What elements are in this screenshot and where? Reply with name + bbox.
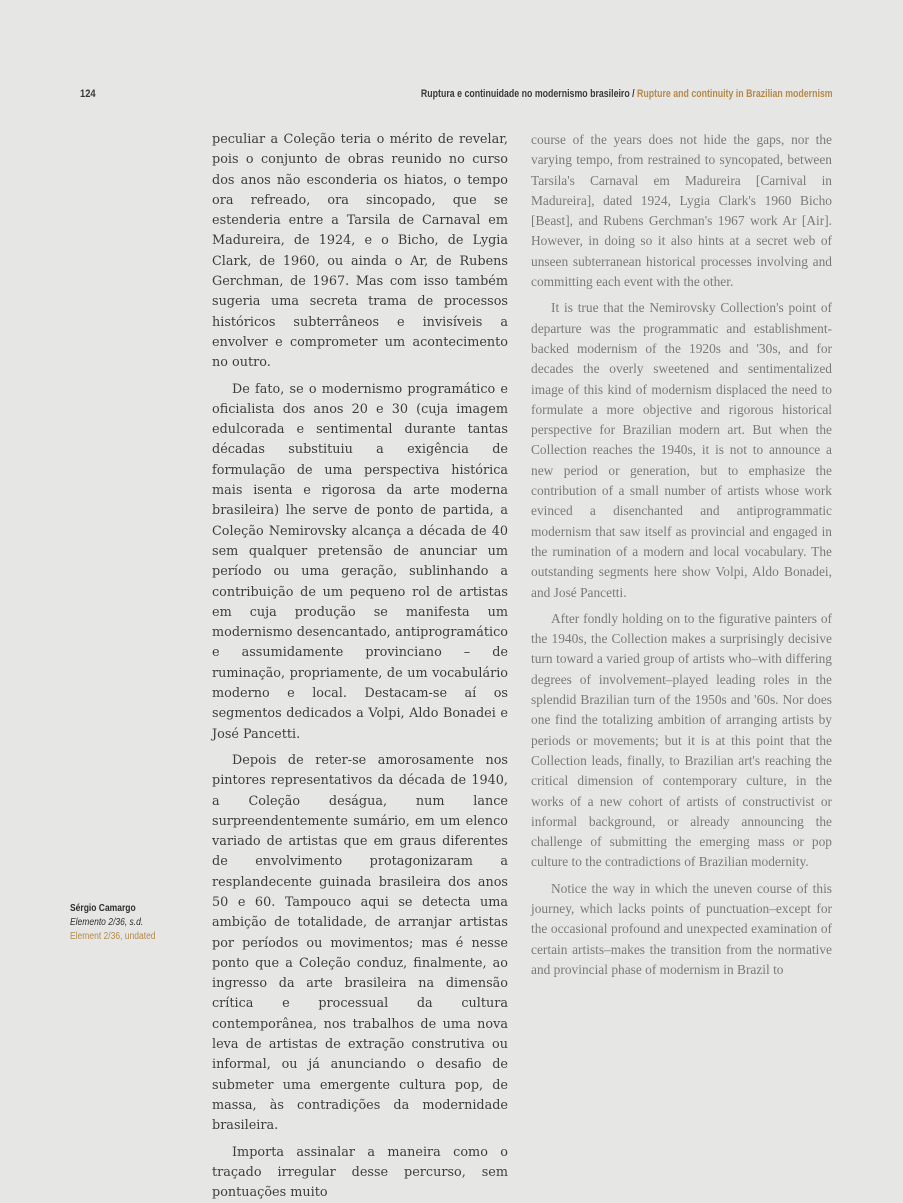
- portuguese-column: [212, 130, 508, 1203]
- pt-paragraph-1: peculiar a Coleção teria o mérito de revelar, pois o conjunto de obras reunido no curso dos anos não esconderia os hiatos, o tempo ora refreado, ora sincopado, que se estenderia entre a Tarsila de Carnaval em Madureira, de 1924, e o Bicho, de Lygia Clark, de 1960, ou ainda o Ar, de Rubens Gerchman, de 1967. Mas com isso também sugeria uma secreta trama de processos históricos subterrâneos e invisíveis a envolver e comprometer um acontecimento no outro.: [212, 132, 508, 371]
- page-number: 124: [80, 88, 96, 100]
- pt-paragraph-2: De fato, se o modernismo programático e oficialista dos anos 20 e 30 (cuja imagem edulcorada e sentimental durante tantas décadas substituiu a exigência de formulação de uma perspectiva histórica mais isenta e rigorosa da arte moderna brasileira) lhe serve de ponto de partida, a Coleção Nemirovsky alcança a década de 40 sem qualquer pretensão de anunciar um período ou uma geração, sublinhando a contribuição de um pequeno rol de artistas em cuja produção se manifesta um modernismo desencantado, antiprogramático e assumidamente provinciano – de ruminação, propriamente, de um vocabulário moderno e local. Destacam-se aí os segmentos dedicados a Volpi, Aldo Bonadei e José Pancetti.: [212, 381, 508, 742]
- pt-paragraph-3: Depois de reter-se amorosamente nos pintores representativos da década de 1940, a Coleção deságua, num lance surpreendentemente sumário, em um elenco variado de artistas que em graus diferentes de envolvimento protagonizaram a resplandecente guinada brasileira dos anos 50 e 60. Tampouco aqui se detecta uma ambição de totalidade, de arranjar artistas por períodos ou movimentos; mas é nesse ponto que a Coleção conduz, finalmente, ao ingresso da arte brasileira na dimensão crítica e processual da cultura contemporânea, nos trabalhos de uma nova leva de artistas de extração construtiva ou informal, ou já anunciando o desafio de submeter uma emergente cultura pop, de massa, às contradições da modernidade brasileira.: [212, 752, 508, 1134]
- pt-paragraph-4: Importa assinalar a maneira como o traçado irregular desse percurso, sem pontuações muito: [212, 1144, 508, 1201]
- english-column: [531, 130, 832, 980]
- en-paragraph-1: course of the years does not hide the gaps, nor the varying tempo, from restrained to syncopated, between Tarsila's Carnaval em Madureira [Carnival in Madureira], dated 1924, Lygia Clark's 1960 Bicho [Beast], and Rubens Gerchman's 1967 work Ar [Air]. However, in doing so it also hints at a secret web of unseen subterranean historical processes involving and committing each event with the other.: [531, 132, 832, 290]
- running-header-en: Rupture and continuity in Brazilian modernism: [637, 88, 833, 100]
- en-paragraph-4: Notice the way in which the uneven course of this journey, which lacks points of punctuation–except for the occasional profound and unexpected examination of certain artists–makes the transition from the normative and provincial phase of modernism in Brazil to: [531, 880, 832, 977]
- running-header-separator: /: [630, 88, 638, 100]
- caption-title-en: Element 2/36, undated: [70, 931, 156, 942]
- en-paragraph-2: It is true that the Nemirovsky Collection's point of departure was the programmatic and establishment-backed modernism of the 1920s and '30s, and for decades the overly sweetened and sentimentalized image of this kind of modernism displaced the need to formulate a more objective and rigorous historical perspective for Brazilian modern art. But when the Collection reaches the 1940s, it is not to announce a new period or generation, but to emphasize the contribution of a small number of artists whose work evinced a disenchanted and antiprogrammatic modernism that saw itself as provincial and engaged in the rumination of a modern and local vocabulary. The outstanding segments here show Volpi, Aldo Bonadei, and José Pancetti.: [531, 300, 832, 600]
- running-header: [421, 88, 833, 100]
- en-paragraph-3: After fondly holding on to the figurative painters of the 1940s, the Collection makes a surprisingly decisive turn toward a varied group of artists who–with differing degrees of involvement–played leading roles in the splendid Brazilian turn of the 1950s and '60s. Nor does one find the totalizing ambition of arranging artists by periods or movements; but it is at this point that the Collection leads, finally, to Brazilian art's reaching the critical dimension of contemporary culture, in the works of a new cohort of artists of constructivist or informal background, or already announcing the challenge of submitting the emerging mass or pop culture to the contradictions of Brazilian modernity.: [531, 610, 832, 870]
- caption-title-pt: Elemento 2/36, s.d.: [70, 917, 144, 928]
- caption-artist: Sérgio Camargo: [70, 903, 136, 914]
- running-header-pt: Ruptura e continuidade no modernismo brasileiro: [421, 88, 631, 100]
- image-caption: [70, 902, 156, 944]
